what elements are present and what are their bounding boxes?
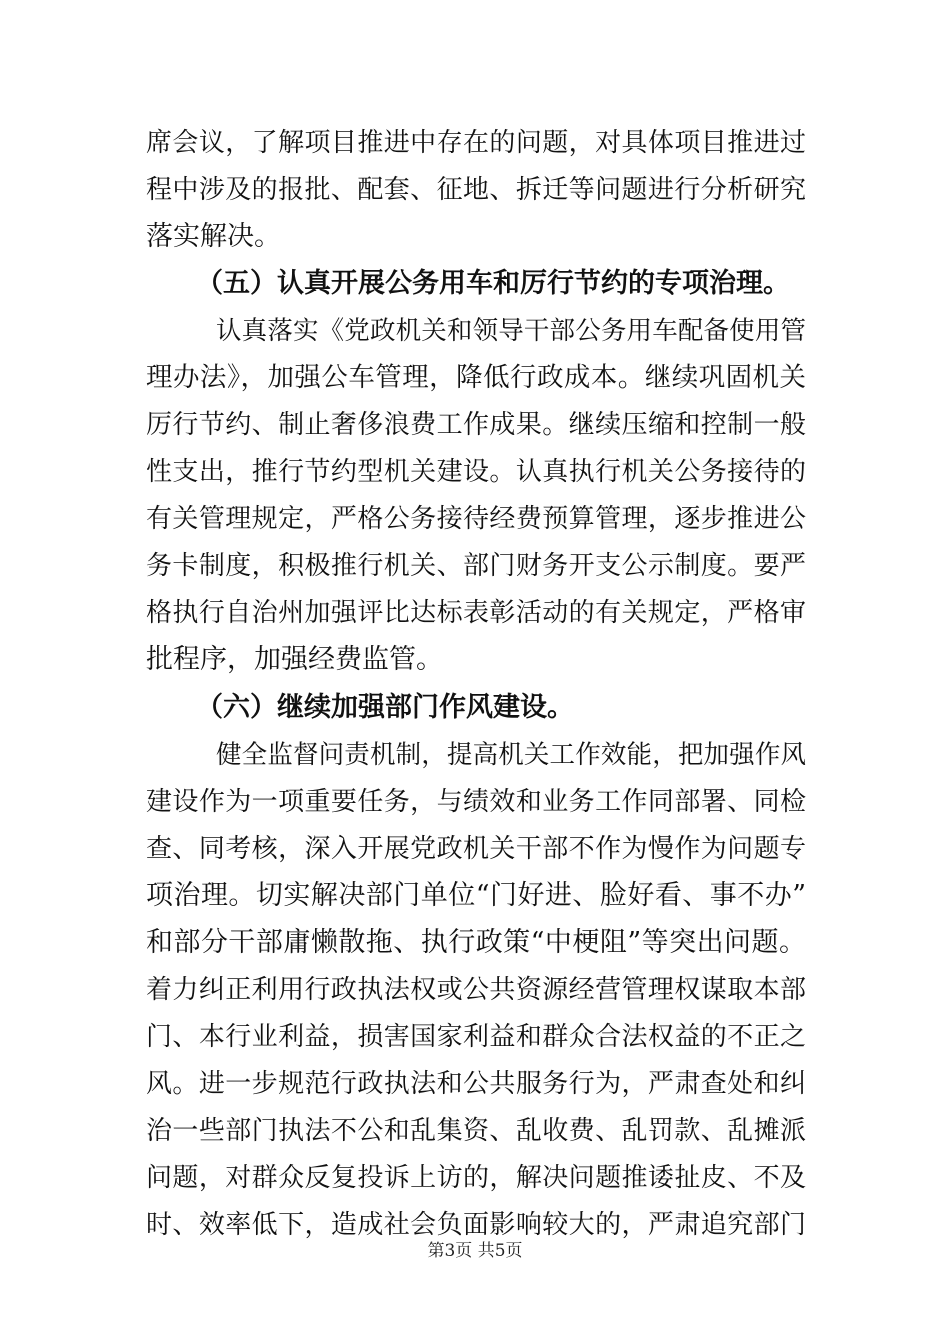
body-line: 着力纠正利用行政执法权或公共资源经营管理权谋取本部 [146,975,806,1005]
body-line: 问题，对群众反复投诉上访的，解决问题推诿扯皮、不及 [146,1163,806,1193]
body-line: 查、同考核，深入开展党政机关干部不作为慢作为问题专 [146,834,806,864]
body-line: 务卡制度，积极推行机关、部门财务开支公示制度。要严 [146,551,806,581]
body-line: 风。进一步规范行政执法和公共服务行为，严肃查处和纠 [146,1069,806,1099]
body-line: 席会议，了解项目推进中存在的问题，对具体项目推进过 [146,128,806,158]
body-line: 厉行节约、制止奢侈浪费工作成果。继续压缩和控制一般 [146,410,806,440]
section-heading-5: （五）认真开展公务用车和厉行节约的专项治理。 [196,268,790,299]
body-line: 建设作为一项重要任务，与绩效和业务工作同部署、同检 [146,787,806,817]
body-line: 健全监督问责机制，提高机关工作效能，把加强作风 [216,740,806,770]
body-line: 落实解决。 [146,221,281,252]
body-line: 门、本行业利益，损害国家利益和群众合法权益的不正之 [146,1022,806,1052]
page-number-footer: 第3页 共5页 [427,1241,523,1261]
body-line: 项治理。切实解决部门单位“门好进、脸好看、事不办” [146,880,806,911]
body-line: 批程序，加强经费监管。 [146,644,443,675]
body-line: 时、效率低下，造成社会负面影响较大的，严肃追究部门 [146,1210,806,1240]
body-line: 格执行自治州加强评比达标表彰活动的有关规定，严格审 [146,598,806,628]
section-heading-6: （六）继续加强部门作风建设。 [196,692,574,723]
body-line: 程中涉及的报批、配套、征地、拆迁等问题进行分析研究 [146,175,806,205]
body-line: 和部分干部庸懒散拖、执行政策“中梗阻”等突出问题。 [146,927,806,958]
body-line: 认真落实《党政机关和领导干部公务用车配备使用管 [216,316,806,346]
body-line: 治一些部门执法不公和乱集资、乱收费、乱罚款、乱摊派 [146,1116,806,1146]
body-line: 性支出，推行节约型机关建设。认真执行机关公务接待的 [146,457,806,487]
body-line: 有关管理规定，严格公务接待经费预算管理，逐步推进公 [146,504,806,534]
body-line: 理办法》，加强公车管理，降低行政成本。继续巩固机关 [146,362,806,393]
